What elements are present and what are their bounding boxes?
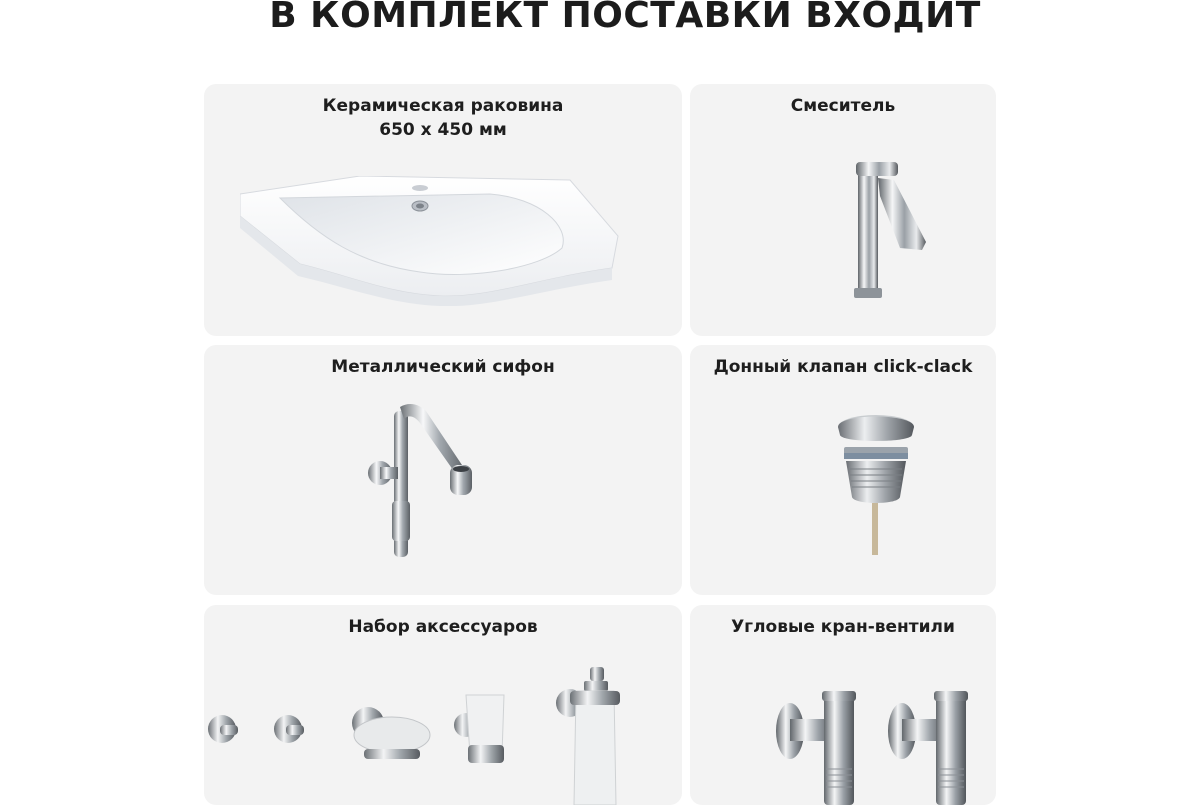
item-label: Донный клапан click-clack — [713, 357, 973, 377]
item-card-metal-siphon — [204, 345, 682, 595]
item-label: Металлический сифон — [331, 357, 555, 377]
item-card-angle-valves — [690, 605, 996, 805]
metal-siphon-icon — [364, 401, 484, 561]
page-title: В КОМПЛЕКТ ПОСТАВКИ ВХОДИТ — [269, 0, 981, 36]
item-label-line-1: Керамическая раковина — [322, 96, 564, 116]
faucet-mixer-icon — [850, 156, 940, 304]
item-label-line-2: 650 x 450 мм — [379, 120, 507, 140]
item-label: Смеситель — [790, 96, 896, 116]
click-clack-drain-valve-icon — [832, 409, 922, 559]
item-label: Угловые кран-вентили — [731, 617, 955, 637]
item-card-click-clack-valve — [690, 345, 996, 595]
ceramic-sink-icon — [240, 176, 620, 306]
item-label — [204, 94, 682, 142]
item-label: Набор аксессуаров — [348, 617, 538, 637]
angle-valves-icon — [772, 689, 972, 805]
item-card-mixer — [690, 84, 996, 336]
accessories-set-icon — [204, 665, 682, 805]
item-card-accessories-set — [204, 605, 682, 805]
item-card-ceramic-sink — [204, 84, 682, 336]
